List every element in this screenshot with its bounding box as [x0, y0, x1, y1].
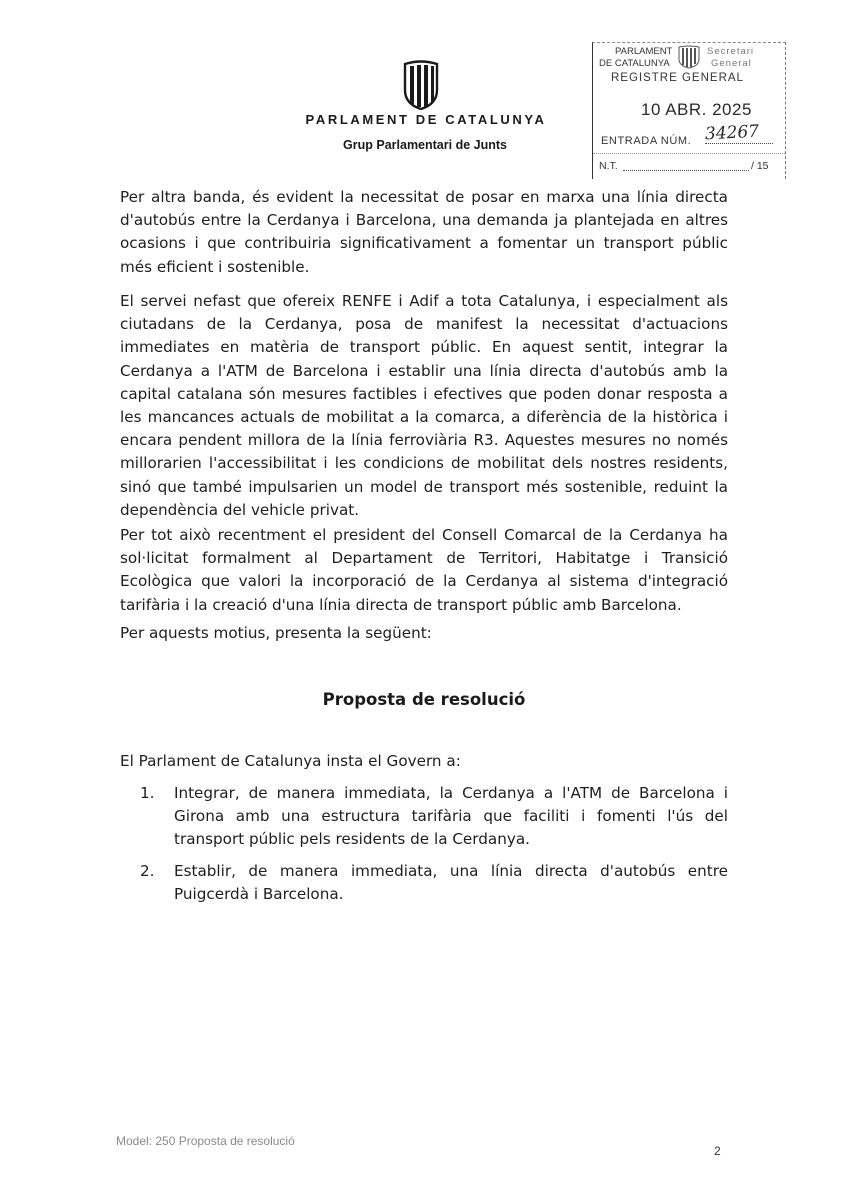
stamp-nt-dots — [623, 170, 749, 171]
stamp-secretary-line1: Secretari — [707, 46, 755, 57]
paragraph-renfe-service: El servei nefast que ofereix RENFE i Adif a tota Catalunya, i especialment als ciutadans de la Cerdanya, posa de manifest la necessitat d'actuacions immediates en matèria de transport públic. En aquest sentit, integrar la Cerdanya a l'ATM de Barcelona i establir una línia directa d'autobús amb la capital catalana són mesures factibles i efectives que poden donar resposta a les mancances actuals de mobilitat a la comarca, a diferència de la històrica i encara pendent millora de la línia ferroviària R3. Aquestes mesures no només millorarien l'accessibilitat i les condicions de mobilitat dels nostres residents, sinó que també impulsarien un model de transport més sostenible, reduint la dependència del vehicle privat. — [120, 292, 728, 519]
stamp-registry-label: REGISTRE GENERAL — [611, 72, 744, 84]
list-item: Integrar, de manera immediata, la Cerdanya a l'ATM de Barcelona i Girona amb una estructura tarifària que faciliti i fomenti l'ús del transport públic pels residents de la Cerdanya. — [174, 784, 728, 849]
list-item: Establir, de manera immediata, una línia directa d'autobús entre Puigcerdà i Barcelona. — [174, 862, 728, 904]
list-item-number: 2. — [140, 862, 155, 880]
registry-stamp — [592, 42, 786, 179]
page-number: 2 — [714, 1144, 721, 1158]
stamp-nt-value: / 15 — [751, 160, 769, 172]
stamp-org-line1: PARLAMENT — [615, 46, 673, 57]
parliamentary-group: Grup Parlamentari de Junts — [343, 138, 507, 152]
resolution-heading: Proposta de resolució — [322, 690, 526, 709]
list-item-number: 1. — [140, 784, 155, 802]
stamp-secretary-line2: General — [711, 58, 752, 69]
catalan-coat-of-arms-icon — [402, 60, 440, 110]
stamp-date: 10 ABR. 2025 — [641, 100, 752, 119]
stamp-divider — [593, 153, 785, 154]
stamp-emblem-icon — [677, 45, 701, 69]
institution-name: PARLAMENT DE CATALUNYA — [305, 112, 547, 127]
footer-model-label: Model: 250 Proposta de resolució — [116, 1134, 295, 1148]
stamp-entry-label: ENTRADA NÚM. — [601, 135, 692, 147]
paragraph-bus-line: Per altra banda, és evident la necessitat de posar en marxa una línia directa d'autobús entre la Cerdanya i Barcelona, una demanda ja plantejada en altres ocasions i que contribuiria significativament a fomentar un transport públic més eficient i sostenible. — [120, 188, 728, 276]
stamp-entry-number: 34267 — [704, 121, 760, 145]
paragraph-motives: Per aquests motius, presenta la següent: — [120, 624, 432, 642]
resolution-intro: El Parlament de Catalunya insta el Govern a: — [120, 752, 461, 770]
stamp-org-line2: DE CATALUNYA — [599, 58, 670, 69]
stamp-nt-label: N.T. — [599, 160, 618, 172]
paragraph-council-request: Per tot això recentment el president del Consell Comarcal de la Cerdanya ha sol·licitat formalment al Departament de Territori, Habitatge i Transició Ecològica que valori la incorporació de la Cerdanya al sistema d'integració tarifària i la creació d'una línia directa de transport públic amb Barcelona. — [120, 526, 728, 614]
